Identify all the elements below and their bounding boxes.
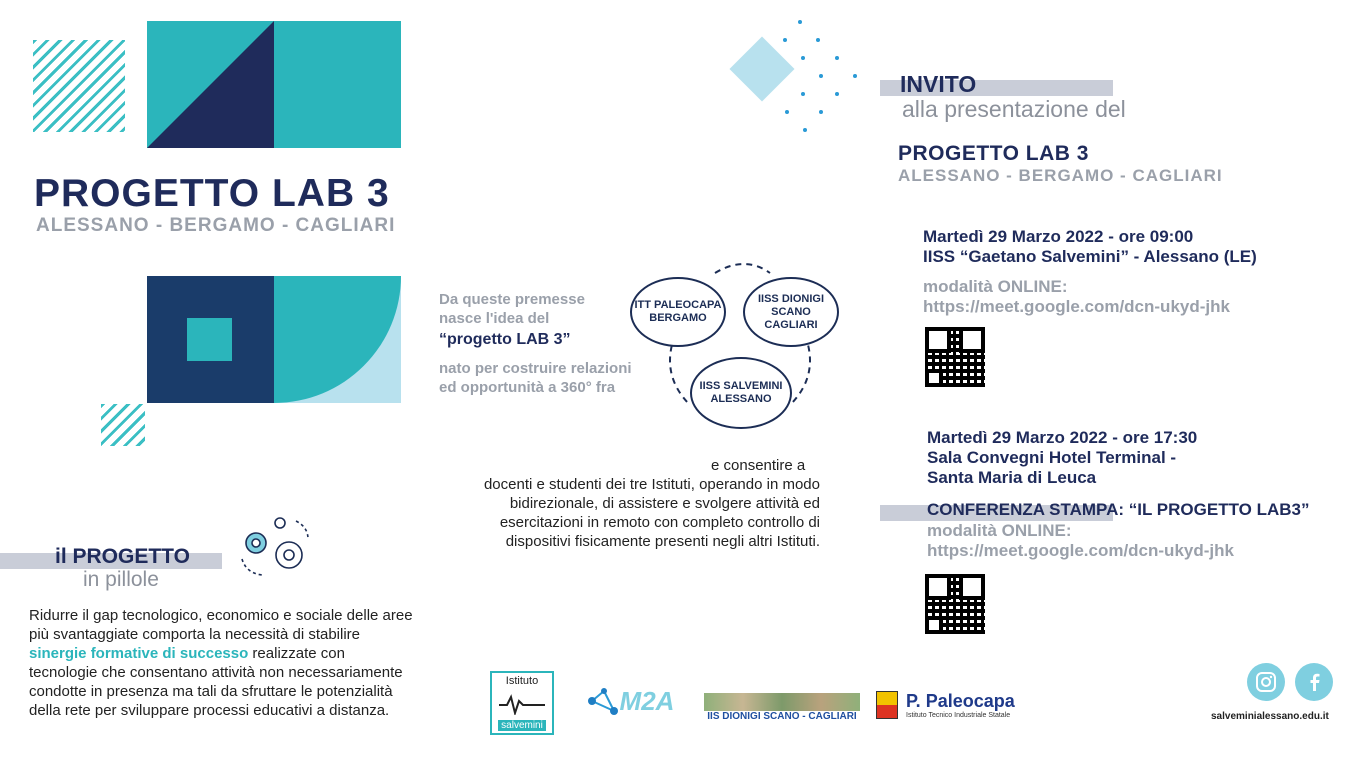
circle-bergamo: ITT PALEOCAPA BERGAMO bbox=[630, 277, 726, 347]
event1-place: IISS “Gaetano Salvemini” - Alessano (LE) bbox=[923, 247, 1257, 266]
right-title: PROGETTO LAB 3 bbox=[898, 142, 1089, 165]
logo-scano-text: IIS DIONIGI SCANO - CAGLIARI bbox=[707, 710, 857, 722]
gears-icon bbox=[236, 513, 312, 579]
instagram-icon[interactable] bbox=[1247, 663, 1285, 701]
event2-date: Martedì 29 Marzo 2022 - ore 17:30 bbox=[927, 428, 1198, 447]
event2-place-line1: Sala Convegni Hotel Terminal - bbox=[927, 448, 1177, 467]
qr-code-event2[interactable] bbox=[925, 574, 985, 634]
event2-place-line2: Santa Maria di Leuca bbox=[927, 468, 1097, 487]
logo-istituto-bottom: salvemini bbox=[498, 720, 546, 731]
paleocapa-crest bbox=[876, 691, 898, 719]
logo-paleocapa-sub: Istituto Tecnico Industriale Statale bbox=[906, 712, 1011, 719]
logo-istituto-mark bbox=[497, 693, 547, 715]
event1-date: Martedì 29 Marzo 2022 - ore 09:00 bbox=[923, 227, 1194, 246]
paleocapa-text-group bbox=[906, 691, 1015, 719]
logo-m2a bbox=[577, 680, 683, 722]
event1-mode: modalità ONLINE: bbox=[923, 277, 1068, 296]
invito-title: INVITO bbox=[900, 71, 977, 97]
center-body: docenti e studenti dei tre Istituti, operando in modo bidirezionale, di assistere e svolgere attività ed esercitazioni in remoto con completo controllo di dispositivi fisicamente presenti negli altri Istituti. bbox=[483, 476, 820, 550]
pillole-subtitle: in pillole bbox=[83, 568, 159, 591]
paragraph-highlight: sinergie formative di successo bbox=[29, 645, 249, 662]
logo-paleocapa-name: P. Paleocapa bbox=[906, 691, 1015, 711]
scano-photo bbox=[704, 693, 860, 711]
stripes-decoration-small bbox=[101, 404, 145, 446]
inner-teal-square bbox=[187, 318, 232, 361]
premesse-text: Da queste premesse nasce l'idea del bbox=[439, 291, 585, 327]
circle-cagliari: IISS DIONIGI SCANO CAGLIARI bbox=[743, 277, 839, 347]
paragraph-part1: Ridurre il gap tecnologico, economico e sociale delle aree più svantaggiate comporta la necessità di stabilire bbox=[29, 607, 413, 643]
event2-mode: modalità ONLINE: bbox=[927, 521, 1072, 540]
stripes-decoration-top bbox=[33, 40, 125, 132]
navy-triangle bbox=[147, 21, 274, 148]
diamond-dots-decoration bbox=[725, 18, 865, 138]
event2-conference: CONFERENZA STAMPA: “IL PROGETTO LAB3” bbox=[927, 500, 1310, 519]
logo-paleocapa bbox=[876, 688, 1056, 722]
qr-code-event1[interactable] bbox=[925, 327, 985, 387]
project-quote: “progetto LAB 3” bbox=[439, 331, 571, 348]
event1-link[interactable]: https://meet.google.com/dcn-ukyd-jhk bbox=[923, 297, 1230, 316]
logo-scano bbox=[703, 690, 861, 724]
left-subtitle: ALESSANO - BERGAMO - CAGLIARI bbox=[36, 215, 396, 236]
circle-alessano: IISS SALVEMINI ALESSANO bbox=[690, 357, 792, 429]
nato-text: nato per costruire relazioni ed opportunità a 360° fra bbox=[439, 360, 632, 396]
right-subtitle: ALESSANO - BERGAMO - CAGLIARI bbox=[898, 166, 1223, 185]
consentire-text: e consentire a bbox=[711, 457, 806, 474]
logo-m2a-text: M2A bbox=[619, 685, 675, 716]
logo-istituto-salvemini bbox=[490, 671, 554, 735]
pillole-title: il PROGETTO bbox=[55, 545, 190, 568]
left-title: PROGETTO LAB 3 bbox=[34, 172, 390, 215]
website-link[interactable]: salveminialessano.edu.it bbox=[1211, 711, 1329, 722]
invito-subtitle: alla presentazione del bbox=[902, 96, 1126, 122]
teal-quarter-circle bbox=[274, 276, 401, 403]
event2-link[interactable]: https://meet.google.com/dcn-ukyd-jhk bbox=[927, 541, 1234, 560]
logo-istituto-top: Istituto bbox=[505, 675, 539, 687]
left-paragraph bbox=[29, 606, 414, 720]
facebook-icon[interactable] bbox=[1295, 663, 1333, 701]
paragraph-part2: realizzate con tecnologie che consentano attività non necessariamente condotte in presenza ma tali da sfruttare le potenzialità della rete per sviluppare processi educativi a distanza. bbox=[29, 645, 403, 719]
m2a-network-icon bbox=[586, 685, 620, 717]
